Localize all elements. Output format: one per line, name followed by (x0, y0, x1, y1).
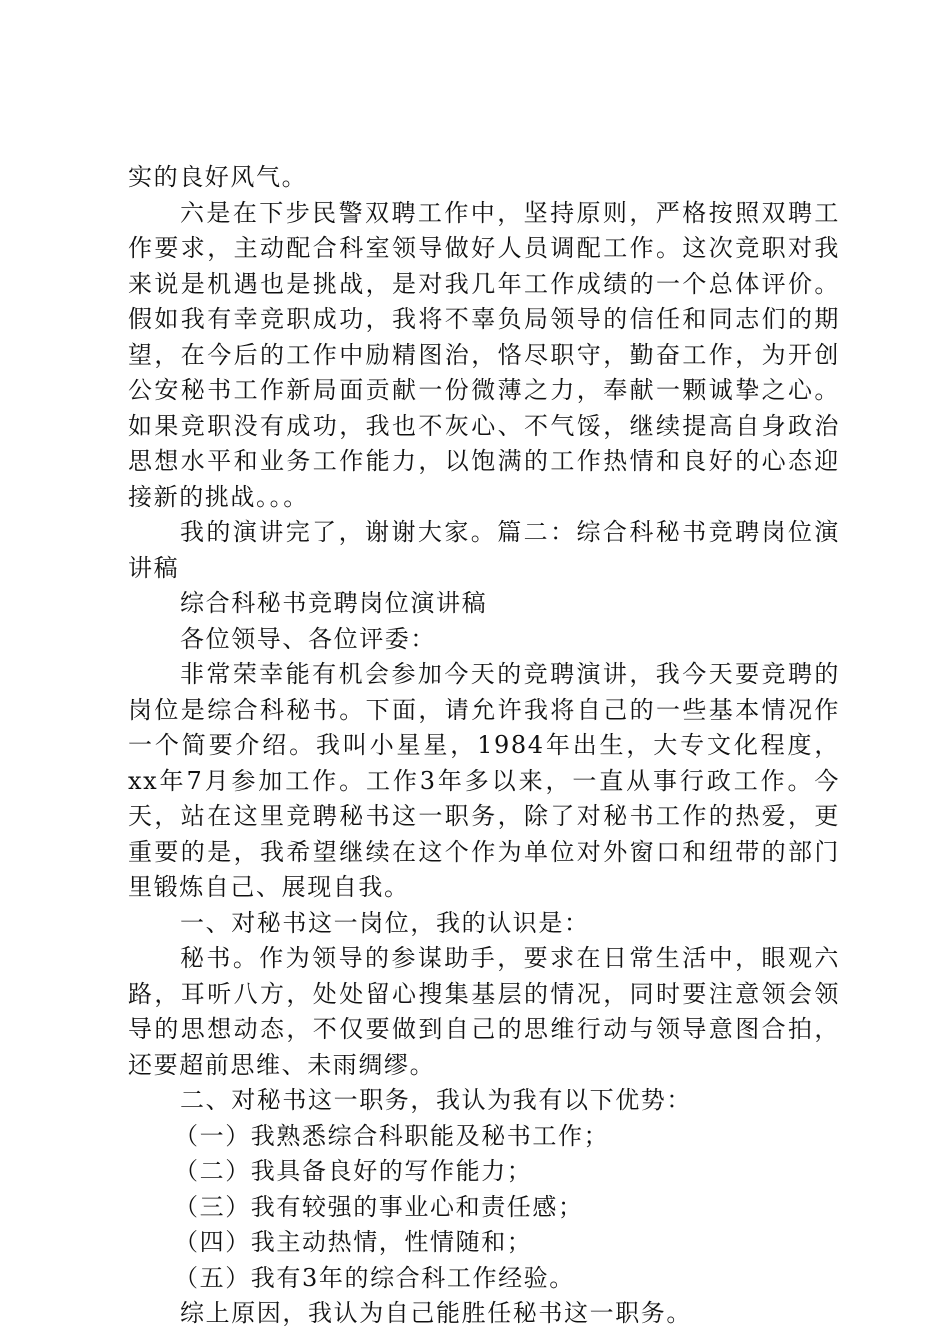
speech-title: 综合科秘书竞聘岗位演讲稿 (180, 589, 488, 617)
list-item: （一）我熟悉综合科职能及秘书工作； (174, 1121, 610, 1150)
paragraph-closing: 我的演讲完了，谢谢大家。篇二：综合科秘书竞聘岗位演讲稿 (128, 518, 840, 582)
section-heading-one: 一、对秘书这一岗位，我的认识是： (180, 908, 590, 937)
list-item: （五）我有3年的综合科工作经验。 (174, 1263, 575, 1292)
list-item: （四）我主动热情，性情随和； (174, 1228, 533, 1256)
paragraph-understanding: 秘书。作为领导的参谋助手，要求在日常生活中，眼观六路，耳听八方，处处留心搜集基层的情况，同时要注意领会领导的思想动态，不仅要做到自己的思维行动与领导意图合拍，还要超前思维、未雨绸缪。 (128, 944, 840, 1079)
salutation: 各位领导、各位评委： (180, 624, 436, 653)
paragraph-continuation: 实的良好风气。 (128, 163, 308, 191)
paragraph-six: 六是在下步民警双聘工作中，坚持原则，严格按照双聘工作要求，主动配合科室领导做好人员调配工作。这次竞职对我来说是机遇也是挑战，是对我几年工作成绩的一个总体评价。假如我有幸竞职成功，我将不辜负局领导的信任和同志们的期望，在今后的工作中励精图治，恪尽职守，勤奋工作，为开创公安秘书工作新局面贡献一份微薄之力，奉献一颗诚挚之心。如果竞职没有成功，我也不灰心、不气馁，继续提高自身政治思想水平和业务工作能力，以饱满的工作热情和良好的心态迎接新的挑战。。。 (128, 198, 840, 511)
list-item: （三）我有较强的事业心和责任感； (174, 1192, 584, 1221)
document-body (128, 160, 840, 1332)
paragraph-conclusion: 综上原因，我认为自己能胜任秘书这一职务。 (180, 1299, 692, 1327)
paragraph-introduction: 非常荣幸能有机会参加今天的竞聘演讲，我今天要竞聘的岗位是综合科秘书。下面，请允许我将自己的一些基本情况作一个简要介绍。我叫小星星，1984年出生，大专文化程度，xx年7月参加工作。工作3年多以来，一直从事行政工作。今天，站在这里竞聘秘书这一职务，除了对秘书工作的热爱，更重要的是，我希望继续在这个作为单位对外窗口和纽带的部门里锻炼自己、展现自我。 (128, 660, 840, 901)
list-item: （二）我具备良好的写作能力； (174, 1157, 533, 1185)
section-heading-two: 二、对秘书这一职务，我认为我有以下优势： (180, 1086, 692, 1114)
